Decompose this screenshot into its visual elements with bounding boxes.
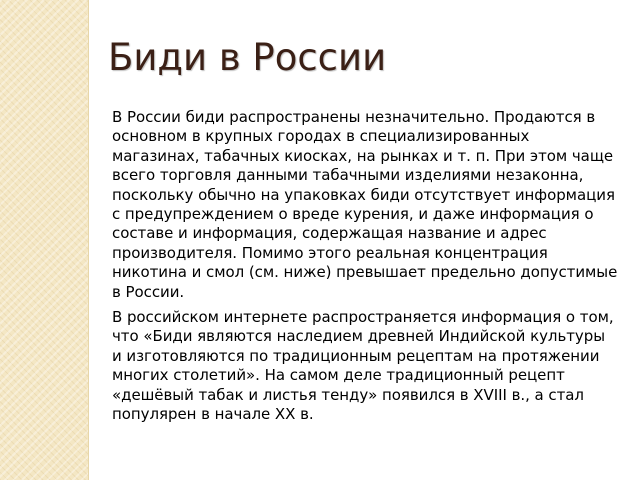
slide-body xyxy=(112,108,618,431)
decorative-side-band xyxy=(0,0,89,480)
paragraph-2: В российском интернете распространяется информация о том, что «Биди являются наследием древней Индийской культуры и изготовляются по традиционным рецептам на протяжении многих столетий». На самом деле традиционный рецепт «дешёвый табак и листья тенду» появился в XVIII в., а стал популярен в начале XX в. xyxy=(112,308,614,424)
paragraph-1: В России биди распространены незначительно. Продаются в основном в крупных городах в специализированных магазинах, табачных киосках, на рынках и т. п. При этом чаще всего торговля данными табачными изделиями незаконна, поскольку обычно на упаковках биди отсутствует информация с предупреждением о вреде курения, и даже информация о составе и информация, содержащая название и адрес производителя. Помимо этого реальная концентрация никотина и смол (см. ниже) превышает предельно допустимые в России. xyxy=(112,108,618,301)
slide-title: Биди в России xyxy=(108,36,387,79)
